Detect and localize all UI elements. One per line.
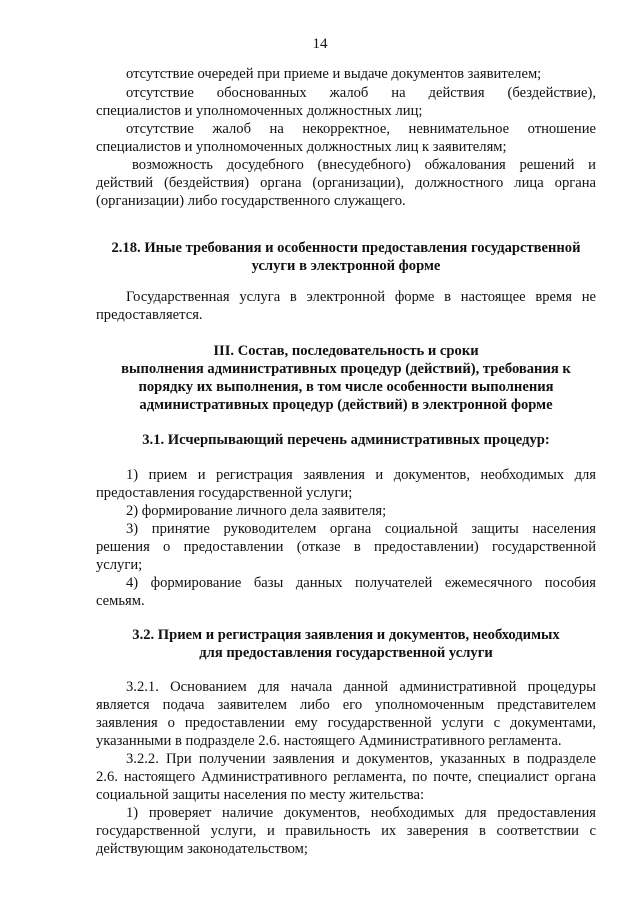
paragraph-line: 3.2.2. При получении заявления и документов, указанных в подразделе (126, 751, 596, 767)
paragraph-line: Государственная услуга в электронной форме в настоящее время не (126, 289, 596, 305)
section-heading-line: услуги в электронной форме (251, 258, 441, 274)
paragraph-line: заявления о предоставлении ему государственной услуги с документами, (96, 715, 596, 731)
paragraph-line: (организации) либо государственного служащего. (96, 193, 406, 209)
paragraph-line: 3) принятие руководителем органа социальной защиты населения (126, 521, 596, 537)
paragraph-line: возможность досудебного (внесудебного) обжалования решений и (132, 157, 596, 173)
paragraph-line: государственной услуги, и правильность их заверения в соответствии с (96, 823, 596, 839)
paragraph-line: является подача заявителем либо его уполномоченным представителем (96, 697, 596, 713)
paragraph-line: услуги; (96, 557, 143, 573)
section-heading-line: порядку их выполнения, в том числе особенности выполнения (138, 379, 554, 395)
paragraph-line: семьям. (96, 593, 145, 609)
paragraph-line: 4) формирование базы данных получателей ежемесячного пособия (126, 575, 596, 591)
page-number: 14 (312, 36, 328, 52)
section-heading-line: 3.1. Исчерпывающий перечень административных процедур: (142, 432, 550, 448)
section-heading-line: выполнения административных процедур (действий), требования к (121, 361, 571, 377)
paragraph-line: 3.2.1. Основанием для начала данной административной процедуры (126, 679, 596, 695)
paragraph-line: специалистов и уполномоченных должностных лиц; (96, 103, 423, 119)
paragraph-line: специалистов и уполномоченных должностных лиц к заявителям; (96, 139, 507, 155)
section-heading-line: III. Состав, последовательность и сроки (213, 343, 479, 359)
paragraph-line: отсутствие жалоб на некорректное, невнимательное отношение (126, 121, 596, 137)
section-heading-line: для предоставления государственной услуги (199, 645, 493, 661)
paragraph-line: отсутствие очередей при приеме и выдаче документов заявителем; (126, 66, 542, 82)
paragraph-line: действий (бездействия) органа (организации), должностного лица органа (96, 175, 596, 191)
paragraph-line: 2.6. настоящего Административного регламента, по почте, специалист органа (96, 769, 596, 785)
paragraph-line: предоставляется. (96, 307, 203, 323)
paragraph-line: 1) проверяет наличие документов, необходимых для предоставления (126, 805, 596, 821)
paragraph-line: действующим законодательством; (96, 841, 308, 857)
section-heading-line: 2.18. Иные требования и особенности предоставления государственной (111, 240, 581, 256)
paragraph-line: указанными в подразделе 2.6. настоящего Административного регламента. (96, 733, 562, 749)
section-heading-line: административных процедур (действий) в электронной форме (139, 397, 553, 413)
paragraph-line: 2) формирование личного дела заявителя; (126, 503, 387, 519)
paragraph-line: отсутствие обоснованных жалоб на действия (бездействие), (126, 85, 596, 101)
paragraph-line: решения о предоставлении (отказе в предоставлении) государственной (96, 539, 596, 555)
paragraph-line: социальной защиты населения по месту жительства: (96, 787, 424, 803)
paragraph-line: 1) прием и регистрация заявления и документов, необходимых для (126, 467, 596, 483)
paragraph-line: предоставления государственной услуги; (96, 485, 353, 501)
section-heading-line: 3.2. Прием и регистрация заявления и документов, необходимых (132, 627, 560, 643)
